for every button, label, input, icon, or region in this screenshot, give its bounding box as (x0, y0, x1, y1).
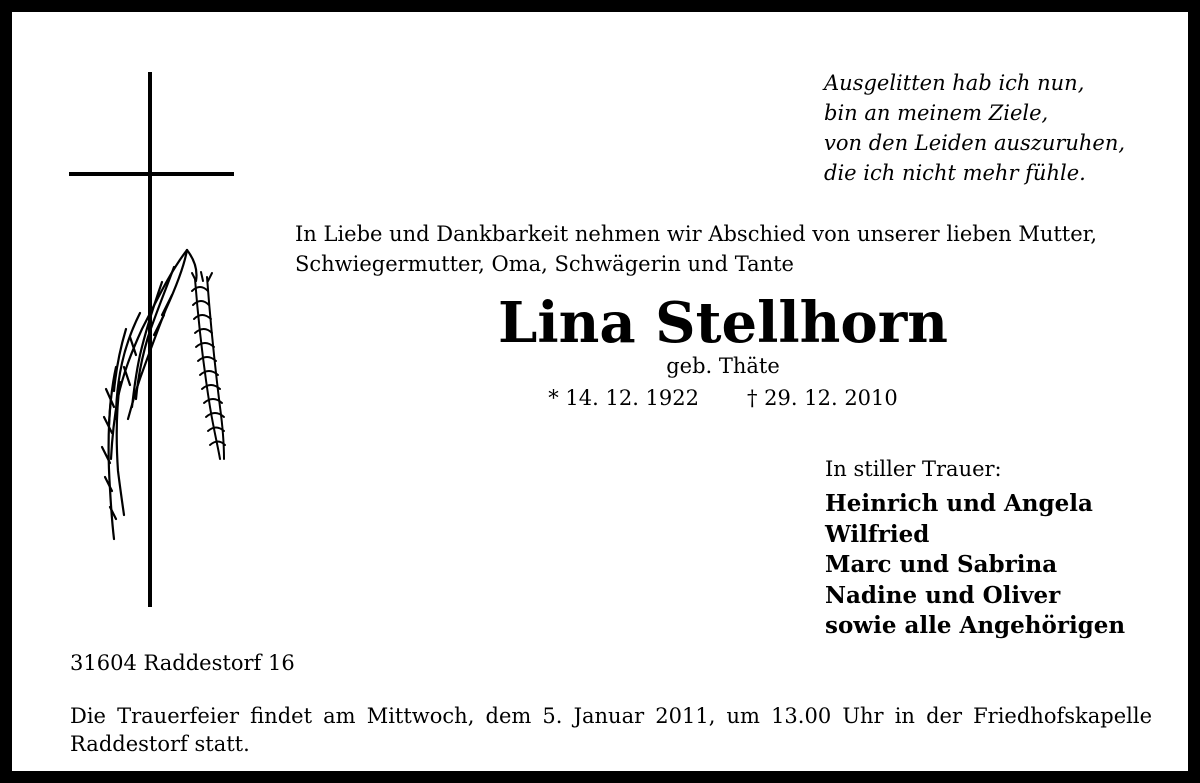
poem-line: die ich nicht mehr fühle. (824, 161, 1086, 185)
address: 31604 Raddestorf 16 (70, 651, 295, 675)
intro-text (295, 219, 1155, 279)
mourner-entry: Marc und Sabrina (825, 551, 1058, 578)
life-dates (295, 384, 1151, 412)
death-date: † 29. 12. 2010 (747, 386, 898, 410)
cross-with-wheat-icon (62, 67, 247, 612)
mourner-entry: Wilfried (825, 520, 930, 548)
intro-line: Schwiegermutter, Oma, Schwägerin und Tante (295, 252, 794, 276)
mourning-label: In stiller Trauer: (825, 457, 1002, 481)
mourner-entry: Heinrich und Angela (825, 490, 1093, 517)
wheat-ear (192, 272, 225, 459)
mourner-entry: sowie alle Angehörigen (825, 612, 1126, 639)
deceased-name: Lina Stellhorn (498, 290, 948, 356)
intro-line: In Liebe und Dankbarkeit nehmen wir Abschied von unserer lieben Mutter, (295, 222, 1098, 246)
poem-line: bin an meinem Ziele, (824, 101, 1049, 125)
poem-line: von den Leiden auszuruhen, (824, 131, 1126, 155)
poem-verse (824, 68, 1125, 188)
funeral-notice: Die Trauerfeier findet am Mittwoch, dem 5. Januar 2011, um 13.00 Uhr in der Friedhofskapelle Raddestorf statt. (70, 704, 1152, 756)
birth-date: * 14. 12. 1922 (548, 386, 699, 410)
maiden-name: geb. Thäte (666, 354, 780, 378)
cross-vertical-beam (148, 72, 152, 607)
mourners-list (825, 489, 1125, 642)
mourner-entry: Nadine und Oliver (825, 581, 1061, 609)
poem-line: Ausgelitten hab ich nun, (824, 71, 1085, 95)
cross-horizontal-beam (69, 172, 234, 176)
